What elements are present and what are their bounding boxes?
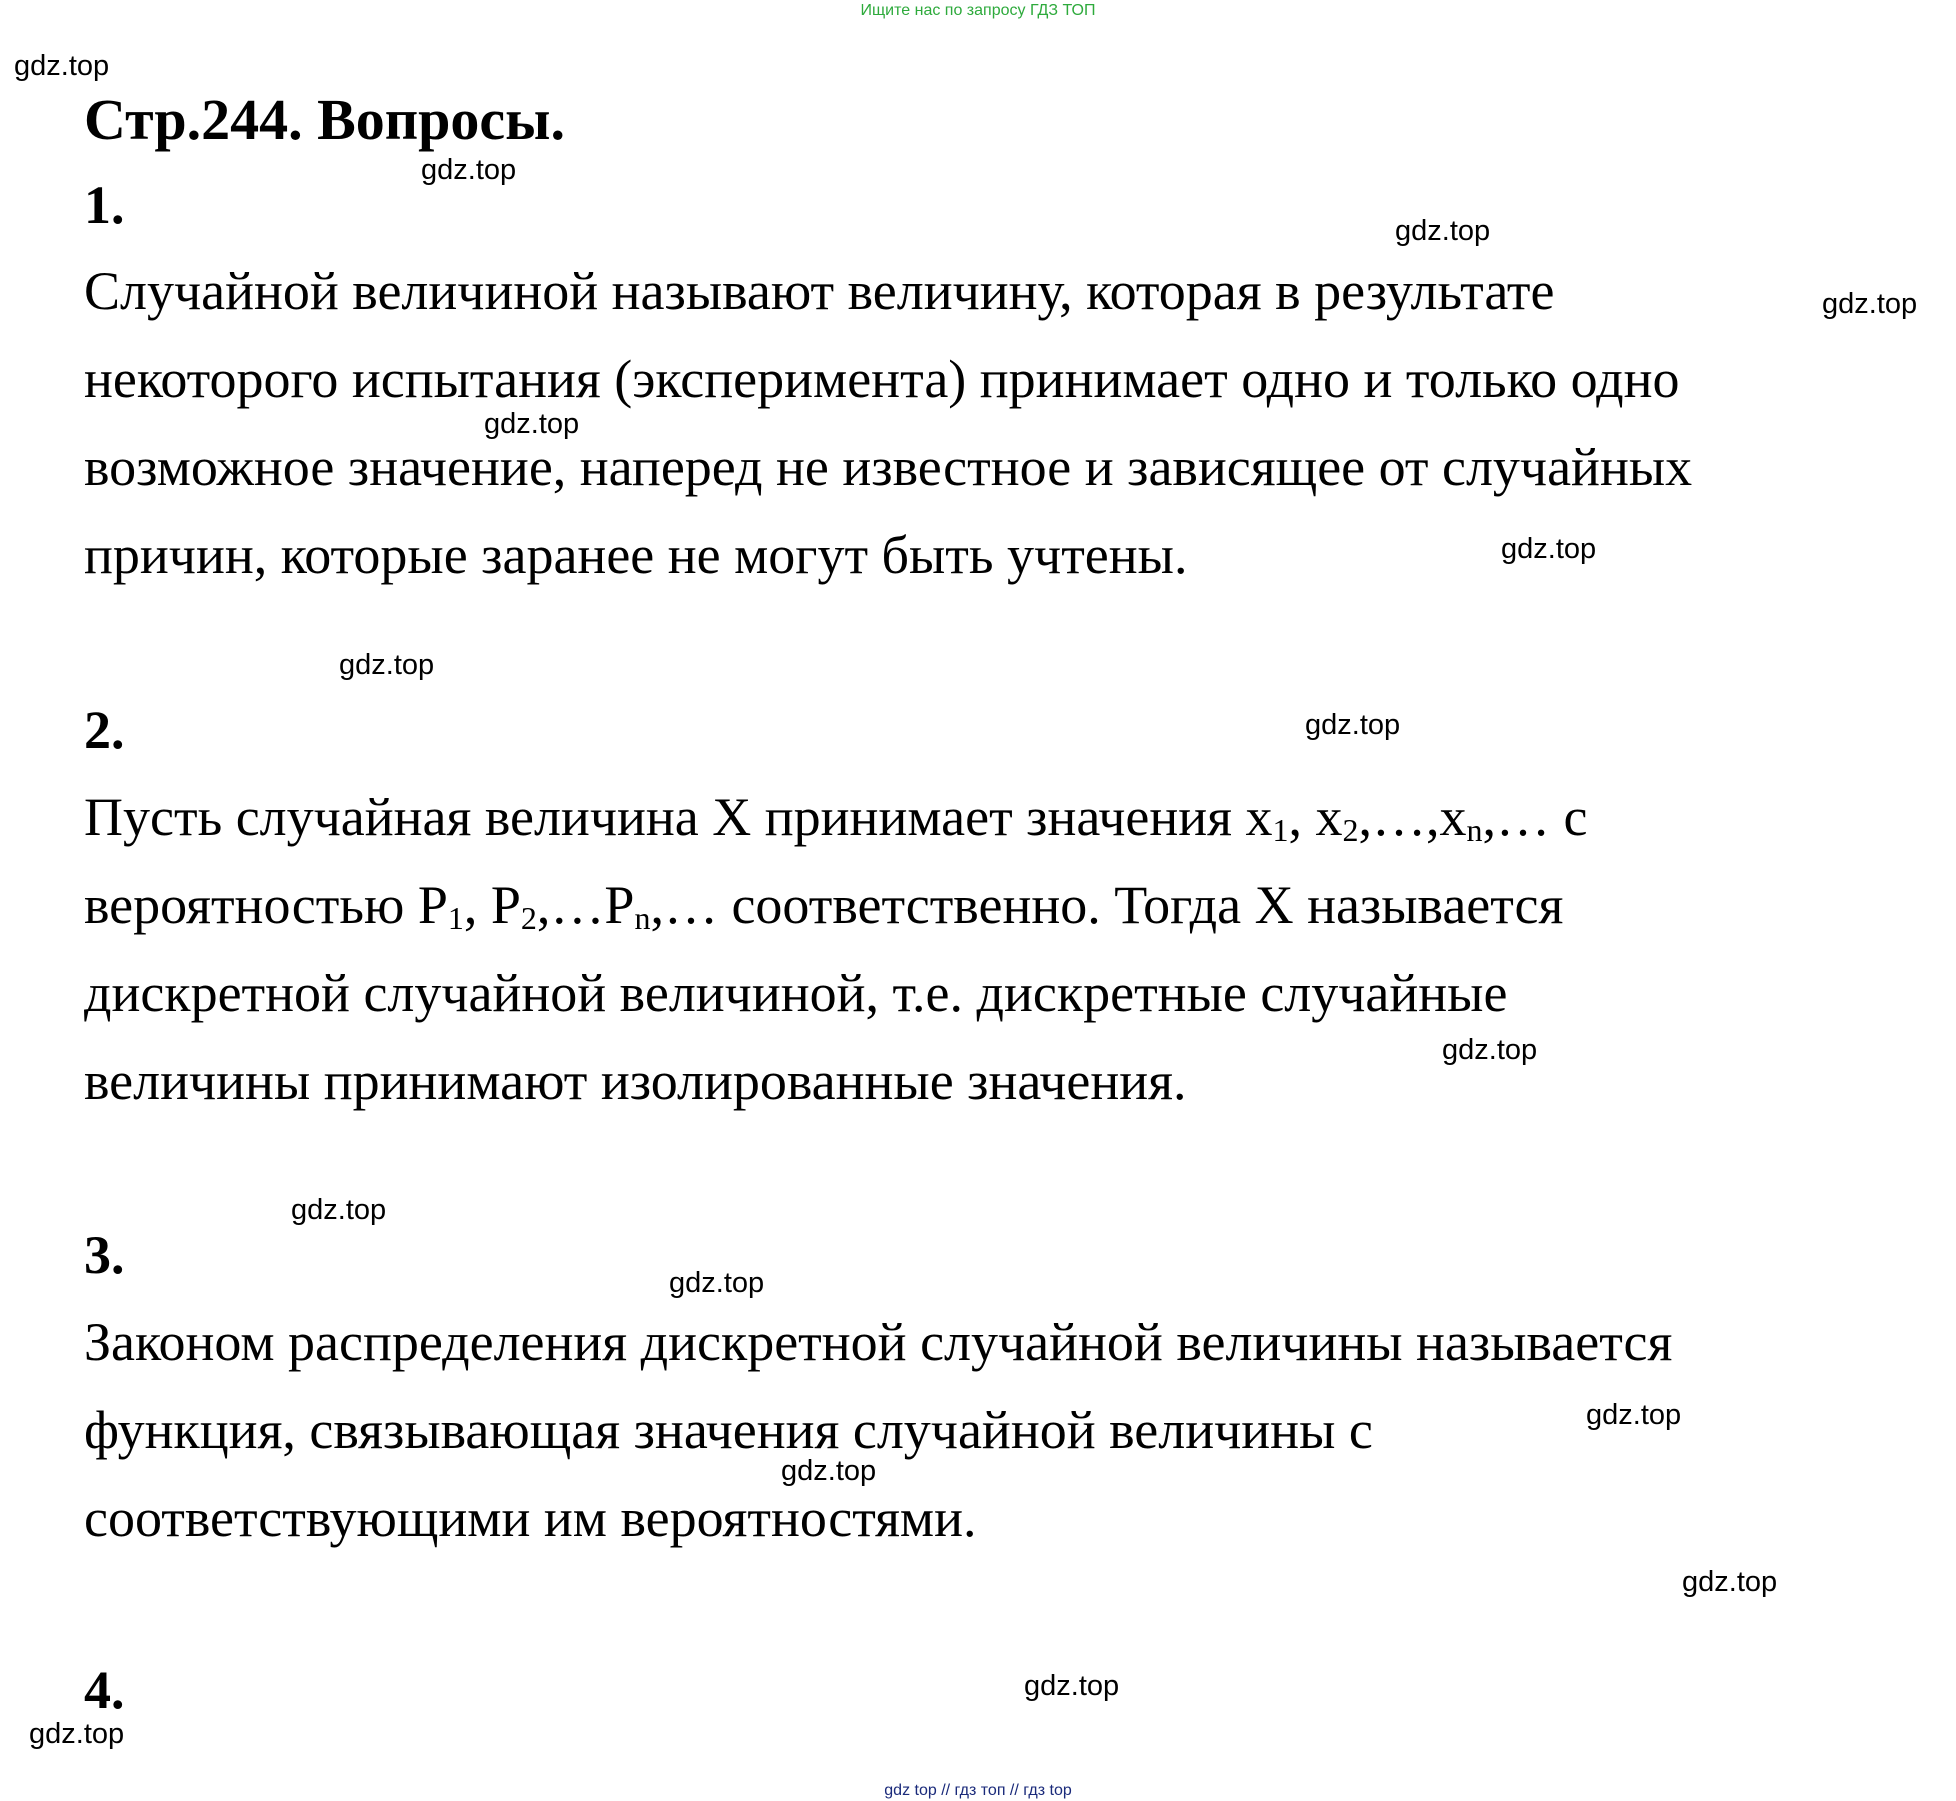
answer-1-line: причин, которые заранее не могут быть учтены. xyxy=(84,525,1188,585)
answer-3-line: соответствующими им вероятностями. xyxy=(84,1488,977,1548)
watermark: gdz.top xyxy=(1395,215,1491,247)
footer: gdz top // гдз топ // гдз top xyxy=(884,1782,1072,1799)
watermark: gdz.top xyxy=(1024,1670,1120,1702)
watermark: gdz.top xyxy=(339,649,435,681)
watermark: gdz.top xyxy=(1501,533,1597,565)
watermark: gdz.top xyxy=(1305,709,1401,741)
watermark: gdz.top xyxy=(291,1194,387,1226)
answer-1-line: Случайной величиной называют величину, которая в результате xyxy=(84,261,1555,321)
watermark: gdz.top xyxy=(484,408,580,440)
answer-2-line: Пусть случайная величина X принимает значения $x_1$, $x_2,\dots,x_n,\dots$ с xyxy=(84,787,1588,848)
answer-3-line: Законом распределения дискретной случайной величины называется xyxy=(84,1312,1673,1372)
answer-2 xyxy=(84,773,1884,1125)
watermark: gdz.top xyxy=(1822,288,1918,320)
watermark: gdz.top xyxy=(781,1455,877,1487)
answer-2-line: величины принимают изолированные значения. xyxy=(84,1051,1187,1111)
question-number-2: 2. xyxy=(84,700,125,760)
watermark: gdz.top xyxy=(669,1267,765,1299)
answer-2-line: вероятностью $P_1$, $P_2,\dots P_n,\dots$ соответственно. Тогда X называется xyxy=(84,875,1564,936)
watermark: gdz.top xyxy=(1586,1399,1682,1431)
watermark: gdz.top xyxy=(14,50,110,82)
answer-1-line: некоторого испытания (эксперимента) принимает одно и только одно xyxy=(84,349,1680,409)
question-number-4: 4. xyxy=(84,1660,125,1720)
question-number-1: 1. xyxy=(84,175,125,235)
answer-1-line: возможное значение, наперед не известное и зависящее от случайных xyxy=(84,437,1693,497)
watermark: gdz.top xyxy=(421,154,517,186)
answer-2-line: дискретной случайной величиной, т.е. дискретные случайные xyxy=(84,963,1508,1023)
answer-1 xyxy=(84,247,1884,599)
watermark: gdz.top xyxy=(1682,1566,1778,1598)
answer-3-line: функция, связывающая значения случайной величины с xyxy=(84,1400,1373,1460)
top-banner: Ищите нас по запросу ГДЗ ТОП xyxy=(860,2,1096,19)
page-title: Стр.244. Вопросы. xyxy=(84,87,565,152)
watermark: gdz.top xyxy=(1442,1034,1538,1066)
question-number-3: 3. xyxy=(84,1225,125,1285)
watermark: gdz.top xyxy=(29,1718,125,1750)
